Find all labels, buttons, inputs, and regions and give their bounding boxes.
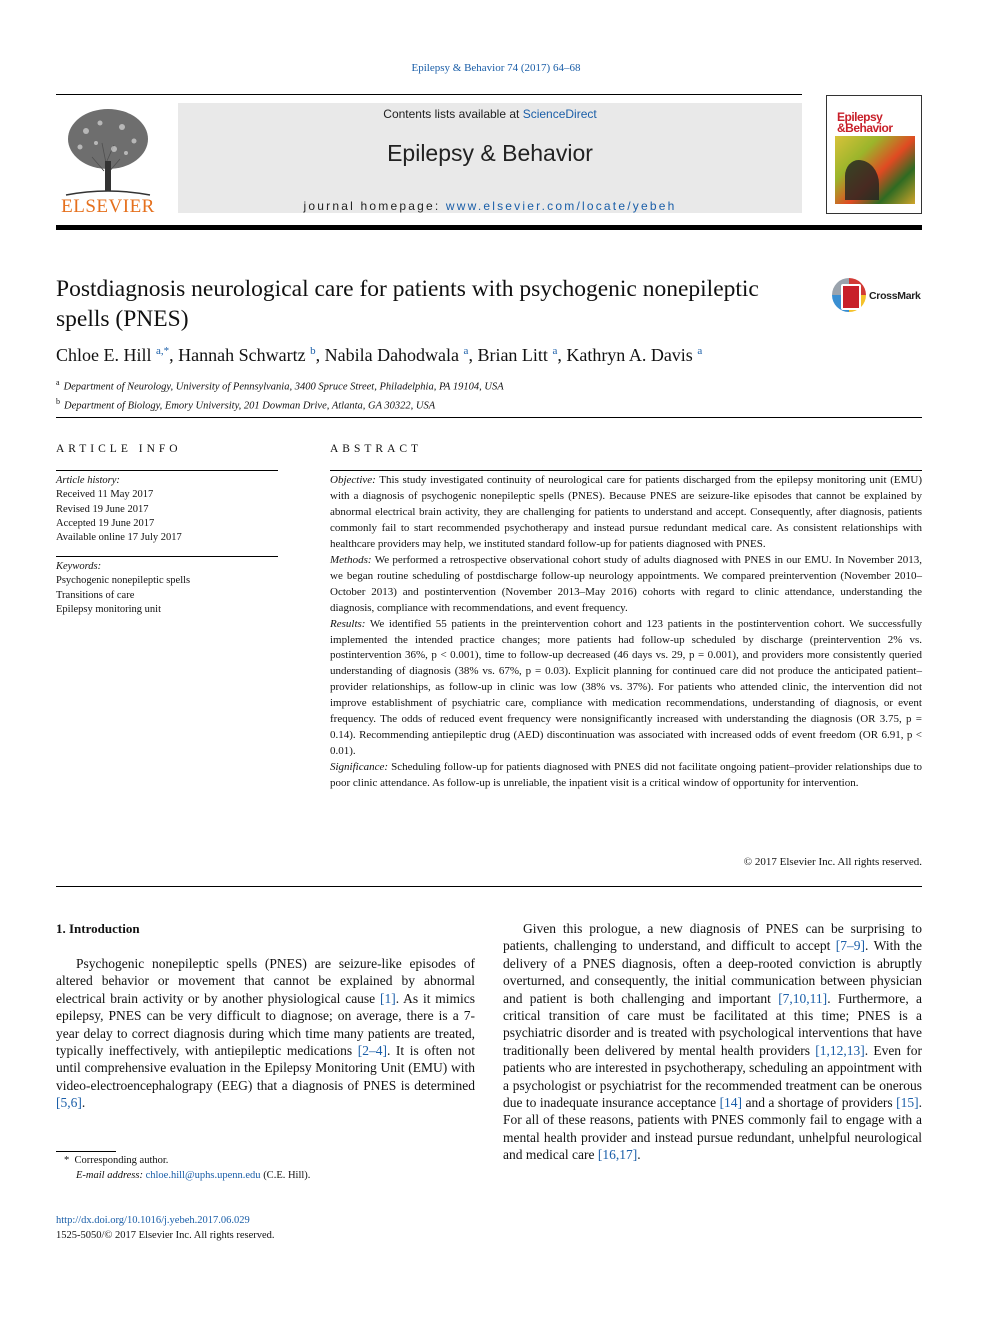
abstract-heading: ABSTRACT [330, 443, 423, 455]
body-text: and a shortage of providers [742, 1095, 897, 1111]
citation-link[interactable]: [7–9] [835, 938, 866, 954]
body-text: . With the delivery of a PNES diagnosis, often a deep-rooted conviction is abruptly overturned, and consequently, the initial communication between physician and patient is both challenging and important [503, 938, 923, 1006]
journal-homepage [178, 199, 802, 213]
author[interactable]: Kathryn A. Davis $^a$ [566, 345, 703, 365]
article-title: Postdiagnosis neurological care for patients with psychogenic nonepileptic spells (PNES) [56, 276, 759, 332]
email-link[interactable]: chloe.hill@uphs.upenn.edu [145, 1169, 261, 1181]
history-label: Article history: [56, 475, 120, 486]
issn-line: 1525-5050/© 2017 Elsevier Inc. All rights reserved. [56, 1229, 275, 1241]
body-text: . As it mimics epilepsy, PNES can be very difficult to diagnose; on average, there is a 7-year delay to correct diagnosis during which time many patients are treated, typically ineffectively, with antiepileptic medications [56, 990, 475, 1059]
footnote: * Corresponding author. E-mail address: chloe.hill@uphs.upenn.edu (C.E. Hill). [64, 1155, 311, 1181]
section-divider [56, 417, 922, 418]
body-text: . [81, 1095, 86, 1111]
contents-line [178, 107, 802, 121]
crossmark-label: CrossMark [869, 290, 921, 302]
history-item: Accepted 19 June 2017 [56, 517, 155, 529]
body-text: . [637, 1147, 641, 1163]
header-divider [56, 94, 802, 95]
section-divider [56, 886, 330, 887]
citation-link[interactable]: [5,6] [56, 1095, 82, 1111]
keywords [56, 560, 278, 617]
crossmark-icon [832, 278, 866, 312]
citation-link[interactable]: [14] [719, 1095, 743, 1111]
keyword: Psychogenic nonepileptic spells [56, 575, 191, 587]
abstract-rule [330, 470, 922, 471]
keyword: Epilepsy monitoring unit [56, 603, 161, 615]
body-text: . Even for patients who are interested in psychotherapy, scheduling an appointment with a psychologist or psychiatrist for the recommended treatment can be onerous due to inadequate insurance acceptance [503, 1042, 923, 1111]
citation-link[interactable]: [7,10,11] [778, 990, 828, 1006]
article-info-rule [56, 470, 278, 471]
citation-link[interactable]: [1,12,13] [815, 1042, 865, 1058]
affiliation: $^a$ Department of Neurology, University of Pennsylvania, 3400 Spruce Street, Philadelphia, PA 19104, USA [56, 378, 504, 393]
citation-link[interactable]: [15] [896, 1095, 919, 1111]
sciencedirect-link[interactable]: ScienceDirect [522, 107, 597, 121]
journal-reference[interactable]: Epilepsy & Behavior 74 (2017) 64–68 [411, 62, 581, 74]
keyword: Transitions of care [56, 589, 135, 601]
author[interactable]: Nabila Dahodwala $^a$ [324, 345, 469, 365]
article-history [56, 474, 278, 545]
article-info-heading: ARTICLE INFO [56, 443, 182, 455]
author[interactable]: Brian Litt $^a$ [477, 345, 558, 365]
body-text: . Furthermore, a critical transition of care must be facilitated at this time; PNES is a psychiatric disorder and is treated with psychological interventions that have traditionally been delivered by mental health providers [503, 990, 922, 1058]
body-text: Psychogenic nonepileptic spells (PNES) are seizure-like episodes of altered behavior or movement that cannot be explained by abnormal electrical brain activity or by another physiological cause [56, 956, 475, 1006]
body-column-left [56, 955, 475, 1112]
crossmark-badge[interactable] [830, 278, 922, 314]
journal-name: Epilepsy & Behavior [387, 140, 593, 166]
author-affil-mark[interactable]: a [697, 345, 703, 357]
doi-link[interactable]: http://dx.doi.org/10.1016/j.yebeh.2017.06.029 [56, 1215, 250, 1226]
section-divider [330, 886, 922, 887]
history-item: Received 11 May 2017 [56, 489, 154, 501]
history-item: Revised 19 June 2017 [56, 503, 149, 515]
citation-link[interactable]: [1] [379, 990, 396, 1006]
author-affil-mark[interactable]: a,* [156, 345, 170, 357]
keywords-label: Keywords: [56, 561, 102, 572]
cover-artwork [835, 136, 915, 204]
history-item: Available online 17 July 2017 [56, 532, 182, 544]
abstract-results: Results: We identified 55 patients in the preintervention cohort and 123 patients in the postintervention cohort. We successfully implemented the intended practice changes; more patients had follow-up scheduled by discharge (preintervention 2% vs. postintervention 36%, p < 0.001), time to follow-up decreased (46 days vs. 29, p = 0.001), and providers more consistently queried understanding of diagnosis (38% vs. 67%, p = 0.03). Explicit planning for continued care did not produce the anticipated patient–provider relationships, as follow-up in clinic was low (38% vs. 37%). For patients who attended clinic, the intervention did not improve establishment of psychiatric care, compliance with medication recommendations, understanding of diagnosis, or event frequency. The odds of reduced event frequency were nonsignificantly increased with understanding the diagnosis (OR 3.75, p = 0.14). Recommending antiepileptic drug (AED) discontinuation was associated with increased odds of event freedom (OR 6.91, p < 0.01). [330, 617, 922, 758]
citation-link[interactable]: [2–4] [357, 1043, 387, 1059]
doi-block [56, 1214, 275, 1243]
affiliations [56, 376, 922, 413]
article-info-rule [56, 556, 278, 557]
author[interactable]: Hannah Schwartz $^b$ [178, 345, 316, 365]
journal-cover-thumbnail[interactable] [826, 95, 922, 214]
author-affil-mark[interactable]: b [310, 345, 316, 357]
author-list: Chloe E. Hill $^{a,*}$, Hannah Schwartz $^b$, Nabila Dahodwala $^a$, Brian Litt $^a$, Kathryn A. Davis $^a$ [56, 345, 703, 365]
homepage-link[interactable]: www.elsevier.com/locate/yebeh [445, 199, 677, 213]
body-text: Given this prologue, a new diagnosis of PNES can be surprising to patients, challenging to understand, and difficult to accept [503, 921, 922, 954]
abstract-copyright: © 2017 Elsevier Inc. All rights reserved. [743, 856, 922, 868]
homepage-prefix: journal homepage: [303, 199, 446, 213]
body-text: . For all of these reasons, patients with PNES commonly fail to engage with a mental health provider and instead pursue redundant, unhelpful neurological and medical care [503, 1095, 922, 1163]
elsevier-wordmark: ELSEVIER [61, 196, 155, 217]
body-text: . It is often not until comprehensive evaluation in the Epilepsy Monitoring Unit (EMU) with video-electroencephalograpy (EEG) that a diagnosis of PNES is determined [56, 1043, 475, 1093]
affiliation: $^b$ Department of Biology, Emory University, 201 Dowman Drive, Atlanta, GA 30322, USA [56, 396, 436, 411]
author[interactable]: Chloe E. Hill $^{a,*}$ [56, 345, 170, 365]
abstract-methods: Methods: We performed a retrospective observational cohort study of adults diagnosed with PNES in our EMU. In November 2013, we began routine scheduling of postdischarge follow-up neurology appointments. We compared preintervention (November 2010–October 2013) and postintervention (November 2013–May 2016) cohorts with regard to clinic attendance, understanding the diagnosis, compliance with recommendations, and event frequency. [330, 553, 922, 614]
footnote-rule [56, 1151, 116, 1152]
author-affil-mark[interactable]: a [463, 345, 469, 357]
abstract-body [330, 473, 922, 792]
contents-prefix: Contents lists available at [383, 107, 523, 121]
citation-link[interactable]: [16,17] [597, 1147, 638, 1163]
cover-title: Epilepsy &Behavior [837, 110, 893, 135]
header-thick-divider [56, 225, 922, 230]
introduction-heading: 1. Introduction [56, 921, 140, 936]
body-column-right [503, 920, 922, 1164]
abstract-objective: Objective: This study investigated continuity of neurological care for patients discharged from the epilepsy monitoring unit (EMU) with a diagnosis of psychogenic nonepileptic spells (PNES). Because PNES are seizure-like episodes that cannot be explained by abnormal electrical brain activity, they are challenging for patients to understand and accept. Consequently, after diagnosis, patients commonly fail to start recommended psychotherapy and instead pursue redundant medical care. As consistent relationships with healthcare providers may help, we instituted standard follow-up for patients diagnosed with PNES. [330, 474, 922, 550]
author-affil-mark[interactable]: a [552, 345, 558, 357]
abstract-significance: Significance: Scheduling follow-up for patients diagnosed with PNES did not facilitate ongoing patient–provider relationships due to poor clinic attendance. As follow-up is unreliable, the inpatient visit is a critical window of opportunity for intervention. [330, 761, 922, 790]
